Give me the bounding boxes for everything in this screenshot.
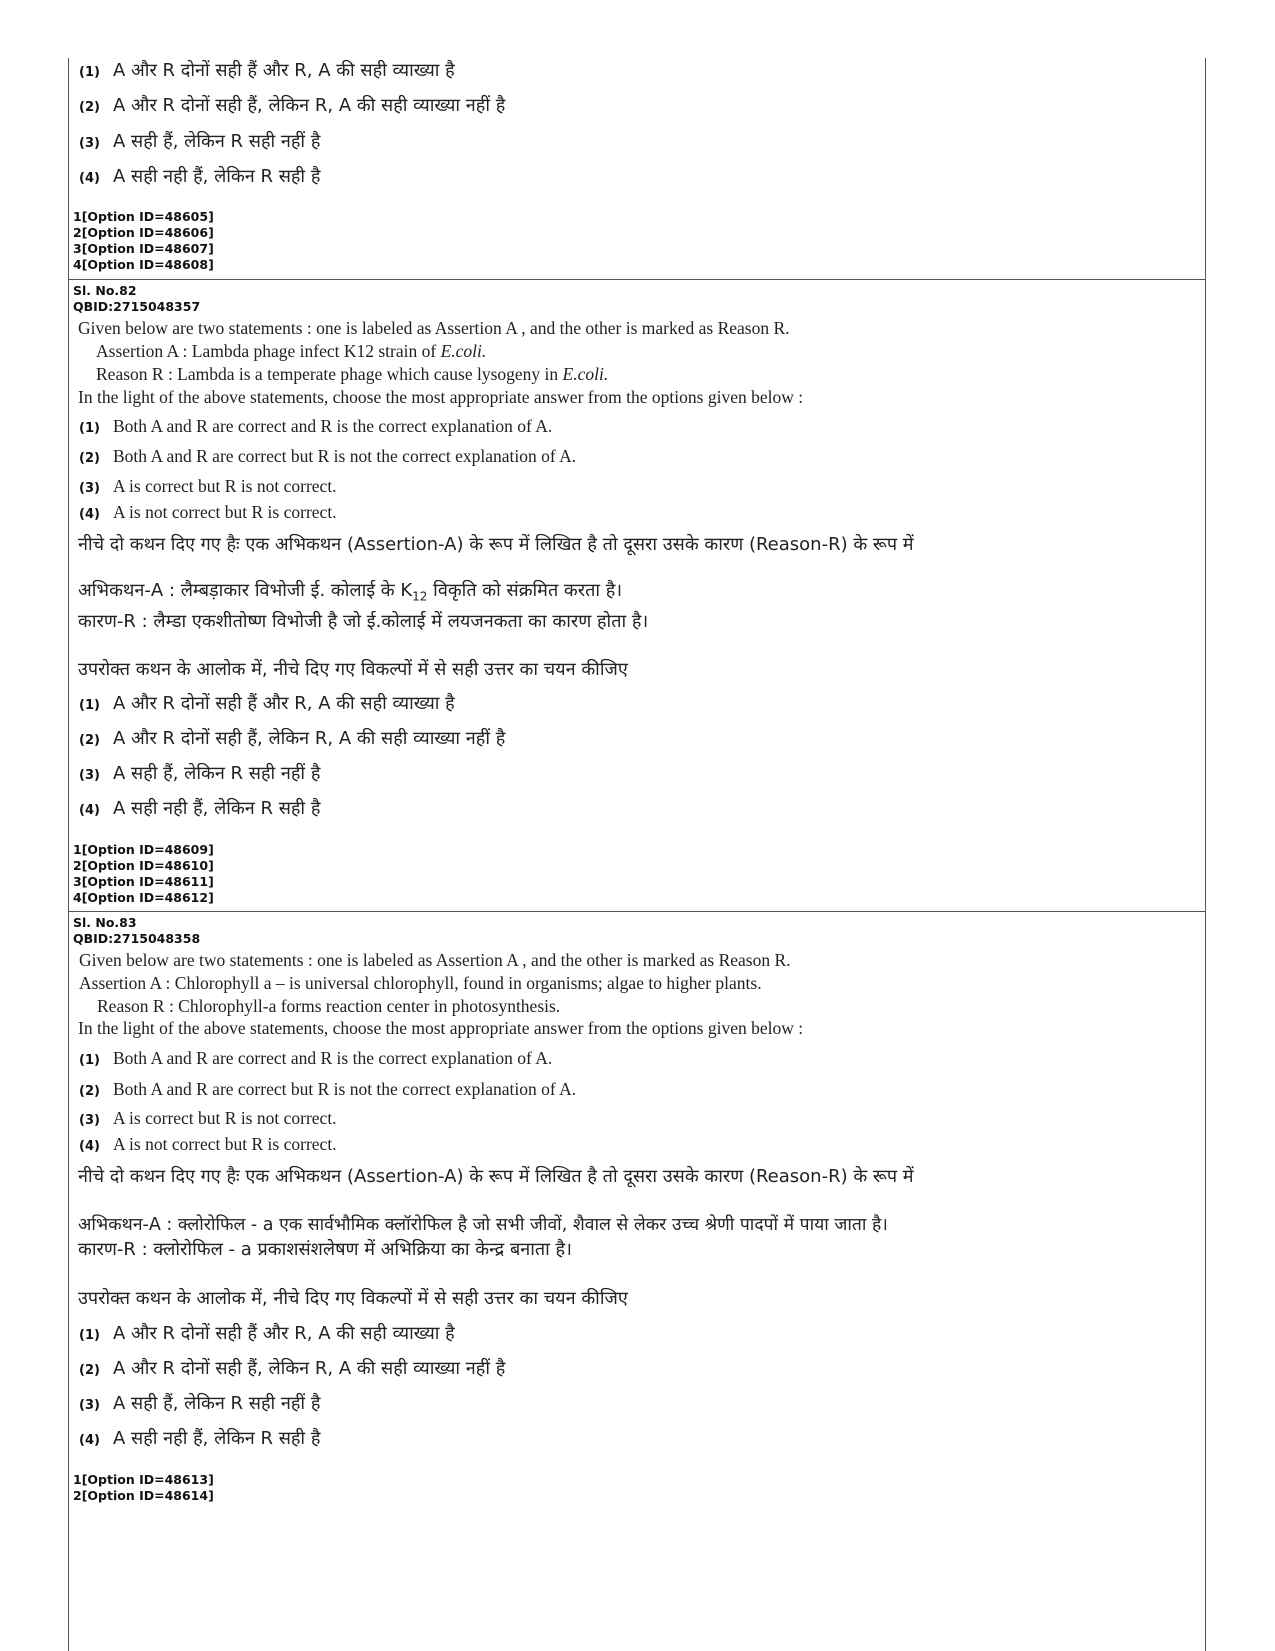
option-number: (2) <box>79 451 100 466</box>
serial-number: Sl. No.83 <box>73 915 137 930</box>
option-number: (3) <box>79 1113 100 1128</box>
option-text: A और R दोनों सही हैं, लेकिन R, A की सही व्याख्या नहीं है <box>113 1358 506 1379</box>
question-bank-id: QBID:2715048358 <box>73 931 201 946</box>
option-id-list <box>73 1472 214 1504</box>
option-number: (3) <box>79 1398 100 1413</box>
option-text: A is not correct but R is correct. <box>113 502 337 522</box>
option-hi-2 <box>79 93 505 117</box>
hindi-assertion-text: विकृति को संक्रमित करता है। <box>427 580 623 601</box>
option-hi-1 <box>79 1321 455 1345</box>
assertion-statement <box>96 341 486 362</box>
option-hi-2 <box>79 726 505 750</box>
question-bank-id: QBID:2715048357 <box>73 299 201 314</box>
option-hi-3 <box>79 761 320 785</box>
option-text: A और R दोनों सही हैं और R, A की सही व्याख्या है <box>113 60 455 81</box>
question-intro: Given below are two statements : one is labeled as Assertion A , and the other is marked as Reason R. <box>79 950 791 970</box>
option-id: 4[Option ID=48612] <box>73 890 214 905</box>
hindi-prompt: उपरोक्त कथन के आलोक में, नीचे दिए गए विकल्पों में से सही उत्तर का चयन कीजिए <box>78 659 628 680</box>
option-text: A सही हैं, लेकिन R सही नहीं है <box>113 131 321 152</box>
option-number: (2) <box>79 100 100 115</box>
question-divider <box>69 279 1205 280</box>
option-en-2 <box>79 1079 576 1100</box>
option-id: 3[Option ID=48607] <box>73 241 214 256</box>
subscript: 12 <box>412 589 428 604</box>
option-text: Both A and R are correct and R is the correct explanation of A. <box>113 1048 553 1068</box>
option-text: A is not correct but R is correct. <box>113 1134 337 1154</box>
option-id: 2[Option ID=48614] <box>73 1488 214 1503</box>
option-id: 4[Option ID=48608] <box>73 257 214 272</box>
option-number: (2) <box>79 733 100 748</box>
option-text: A और R दोनों सही हैं, लेकिन R, A की सही व्याख्या नहीं है <box>113 728 506 749</box>
option-id-list <box>73 842 214 906</box>
option-number: (2) <box>79 1084 100 1099</box>
hindi-assertion <box>78 578 622 604</box>
option-text: Both A and R are correct but R is not the correct explanation of A. <box>113 1079 577 1099</box>
option-text: A सही हैं, लेकिन R सही नहीं है <box>113 763 321 784</box>
option-number: (1) <box>79 421 100 436</box>
option-number: (1) <box>79 1328 100 1343</box>
option-text: A और R दोनों सही हैं और R, A की सही व्याख्या है <box>113 1323 455 1344</box>
option-id: 3[Option ID=48611] <box>73 874 214 889</box>
reason-statement <box>96 364 608 385</box>
option-number: (4) <box>79 171 100 186</box>
option-id: 2[Option ID=48606] <box>73 225 214 240</box>
option-hi-3 <box>79 129 320 153</box>
option-id: 1[Option ID=48609] <box>73 842 214 857</box>
hindi-reason: कारण-R : लैम्डा एकशीतोष्ण विभोजी है जो ई.कोलाई में लयजनकता का कारण होता है। <box>78 611 649 632</box>
option-text: A और R दोनों सही हैं, लेकिन R, A की सही व्याख्या नहीं है <box>113 95 506 116</box>
assertion-text: Assertion A : Lambda phage infect K12 strain of <box>96 341 441 361</box>
option-id: 2[Option ID=48610] <box>73 858 214 873</box>
option-text: A सही हैं, लेकिन R सही नहीं है <box>113 1393 321 1414</box>
option-number: (4) <box>79 803 100 818</box>
hindi-prompt: उपरोक्त कथन के आलोक में, नीचे दिए गए विकल्पों में से सही उत्तर का चयन कीजिए <box>78 1288 628 1309</box>
option-en-1 <box>79 1048 552 1069</box>
hindi-intro: नीचे दो कथन दिए गए हैः एक अभिकथन (Assertion-A) के रूप में लिखित है तो दूसरा उसके कारण (Reason-R) के रूप में <box>78 1166 914 1187</box>
option-number: (1) <box>79 1053 100 1068</box>
option-hi-3 <box>79 1391 320 1415</box>
hindi-intro: नीचे दो कथन दिए गए हैः एक अभिकथन (Assertion-A) के रूप में लिखित है तो दूसरा उसके कारण (Reason-R) के रूप में <box>78 534 914 555</box>
question-prompt: In the light of the above statements, choose the most appropriate answer from the options given below : <box>78 387 804 407</box>
option-hi-1 <box>79 58 455 82</box>
option-id: 1[Option ID=48613] <box>73 1472 214 1487</box>
option-text: Both A and R are correct and R is the correct explanation of A. <box>113 416 553 436</box>
option-en-4 <box>79 1134 337 1155</box>
option-text: A is correct but R is not correct. <box>113 476 337 496</box>
option-number: (3) <box>79 768 100 783</box>
question-intro: Given below are two statements : one is labeled as Assertion A , and the other is marked as Reason R. <box>78 318 790 338</box>
serial-number: Sl. No.82 <box>73 283 137 298</box>
hindi-reason: कारण-R : क्लोरोफिल - a प्रकाशसंशलेषण में अभिक्रिया का केन्द्र बनाता है। <box>78 1239 572 1260</box>
option-text: A सही नही हैं, लेकिन R सही है <box>113 1428 321 1449</box>
option-en-2 <box>79 446 576 467</box>
assertion-statement: Assertion A : Chlorophyll a – is universal chlorophyll, found in organisms; algae to higher plants. <box>79 973 762 993</box>
option-hi-4 <box>79 1426 320 1450</box>
option-text: A सही नही हैं, लेकिन R सही है <box>113 166 321 187</box>
option-text: A सही नही हैं, लेकिन R सही है <box>113 798 321 819</box>
option-en-3 <box>79 476 337 497</box>
option-hi-4 <box>79 796 320 820</box>
option-number: (3) <box>79 136 100 151</box>
reason-text: Reason R : Lambda is a temperate phage which cause lysogeny in <box>96 364 563 384</box>
option-hi-1 <box>79 691 455 715</box>
question-sheet <box>68 58 1206 1651</box>
hindi-assertion: अभिकथन-A : क्लोरोफिल - a एक सार्वभौमिक क्लॉरोफिल है जो सभी जीवों, शैवाल से लेकर उच्च श्रेणी पादपों में पाया जाता है। <box>78 1215 888 1235</box>
option-number: (4) <box>79 507 100 522</box>
reason-statement: Reason R : Chlorophyll-a forms reaction center in photosynthesis. <box>97 996 561 1016</box>
option-id: 1[Option ID=48605] <box>73 209 214 224</box>
option-id-list <box>73 209 214 273</box>
question-prompt: In the light of the above statements, choose the most appropriate answer from the options given below : <box>78 1018 804 1038</box>
option-number: (4) <box>79 1139 100 1154</box>
option-number: (3) <box>79 481 100 496</box>
option-text: A is correct but R is not correct. <box>113 1108 337 1128</box>
option-number: (2) <box>79 1363 100 1378</box>
option-text: A और R दोनों सही हैं और R, A की सही व्याख्या है <box>113 693 455 714</box>
option-number: (1) <box>79 65 100 80</box>
option-en-3 <box>79 1108 337 1129</box>
hindi-assertion-text: अभिकथन-A : लैम्बड़ाकार विभोजी ई. कोलाई के K <box>78 580 413 601</box>
option-en-4 <box>79 502 337 523</box>
option-hi-4 <box>79 164 320 188</box>
option-hi-2 <box>79 1356 505 1380</box>
option-number: (1) <box>79 698 100 713</box>
option-text: Both A and R are correct but R is not the correct explanation of A. <box>113 446 577 466</box>
question-divider <box>69 911 1205 912</box>
option-en-1 <box>79 416 552 437</box>
option-number: (4) <box>79 1433 100 1448</box>
organism-name: E.coli. <box>440 341 487 361</box>
organism-name: E.coli. <box>562 364 609 384</box>
